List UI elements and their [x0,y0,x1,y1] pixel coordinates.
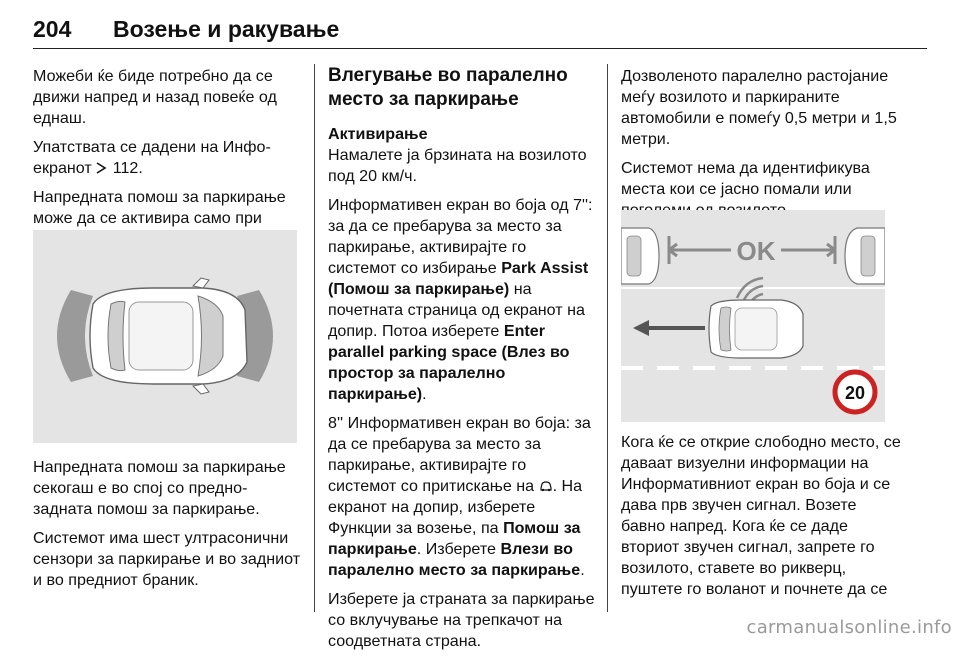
reference-arrow-icon[interactable] [96,158,108,179]
paragraph-text: Информативен екран во боја од 7'': за да се пребарува за место за паркирање, активирајте го системот со избирање [328,196,593,277]
paragraph-text: . [580,561,585,579]
parking-sensors-illustration [33,230,297,443]
paragraph: Намалете ја брзината на возилото под 20 км/ч. [328,146,587,185]
paragraph: Напредната помош за паркирање може да се активира само при [33,188,286,227]
paragraph-text: . [422,385,427,403]
column-3 [621,66,901,229]
page-header [33,10,927,49]
page-number: 204 [33,15,72,42]
menu-option-enter-parallel[interactable]: Enter parallel parking space (Влез во простор за паралелно паркирање) [328,322,570,403]
paragraph: Напредната помош за паркирање секогаш е во спој со предно-задната помош за паркирање. [33,458,286,518]
column-2 [328,64,596,660]
paragraph: Кога ќе се открие слободно место, се даваат визуелни информации на Информативниот екран во боја и се дава прв звучен сигнал. Возете бавно напред. Кога ќе се даде вториот звучен сигнал, запрете го возилото, ставете во рикверц, пуштете го воланот и почнете да се [621,433,901,598]
paragraph: Дозволеното паралелно растојание меѓу возилото и паркираните автомобили е помеѓу 0,5 метри и 1,5 метри. [621,67,897,148]
column-1-lower [33,457,301,599]
menu-option-enter-parallel-space[interactable]: Влези во паралелно место за паркирање [328,540,581,579]
menu-option-park-assist[interactable]: Park Assist (Помош за паркирање) [328,259,589,298]
page-reference[interactable]: 112. [112,159,143,177]
paragraph: Системот нема да идентификува места кои се јасно помали или [621,159,870,198]
subsection-heading: Активирање [328,125,428,143]
paragraph: Изберете ја страната за паркирање со вклучување на трепкачот на соодветната страна. [328,590,595,650]
paragraph-text: . На екранот на допир, изберете Функции за возење, па [328,477,583,537]
chapter-title: Возење и ракување [113,15,340,42]
paragraph-text: 8'' Информативен екран во боја: за да се пребарува за место за паркирање, активирајте го системот со притискање на [328,414,591,495]
column-3-lower [621,432,901,608]
paragraph-text: . Изберете [416,540,496,558]
ok-label: OK [736,236,776,266]
car-icon[interactable] [539,478,553,492]
paragraph [33,137,301,179]
paragraph-text: на почетната страница од екранот на допир. Потоа изберете [328,280,585,340]
paragraph [328,413,596,581]
section-heading: Влегување во паралелно место за паркирање [328,65,568,110]
paragraph: Можеби ќе биде потребно да се движи напред и назад повеќе од еднаш. [33,67,277,127]
paragraph [328,195,596,405]
column-divider [314,64,315,612]
speed-limit-sign: 20 [844,383,866,403]
paragraph-text: Упатствата се дадени на Инфо-екранот [33,138,271,177]
menu-option-parking-assist[interactable]: Помош за паркирање [328,519,581,558]
watermark: carmanualsonline.info [746,617,952,638]
column-divider [607,64,608,612]
parallel-parking-illustration [621,210,885,422]
paragraph: Системот има шест ултрасонични сензори за паркирање и во задниот и во предниот браник. [33,529,301,589]
